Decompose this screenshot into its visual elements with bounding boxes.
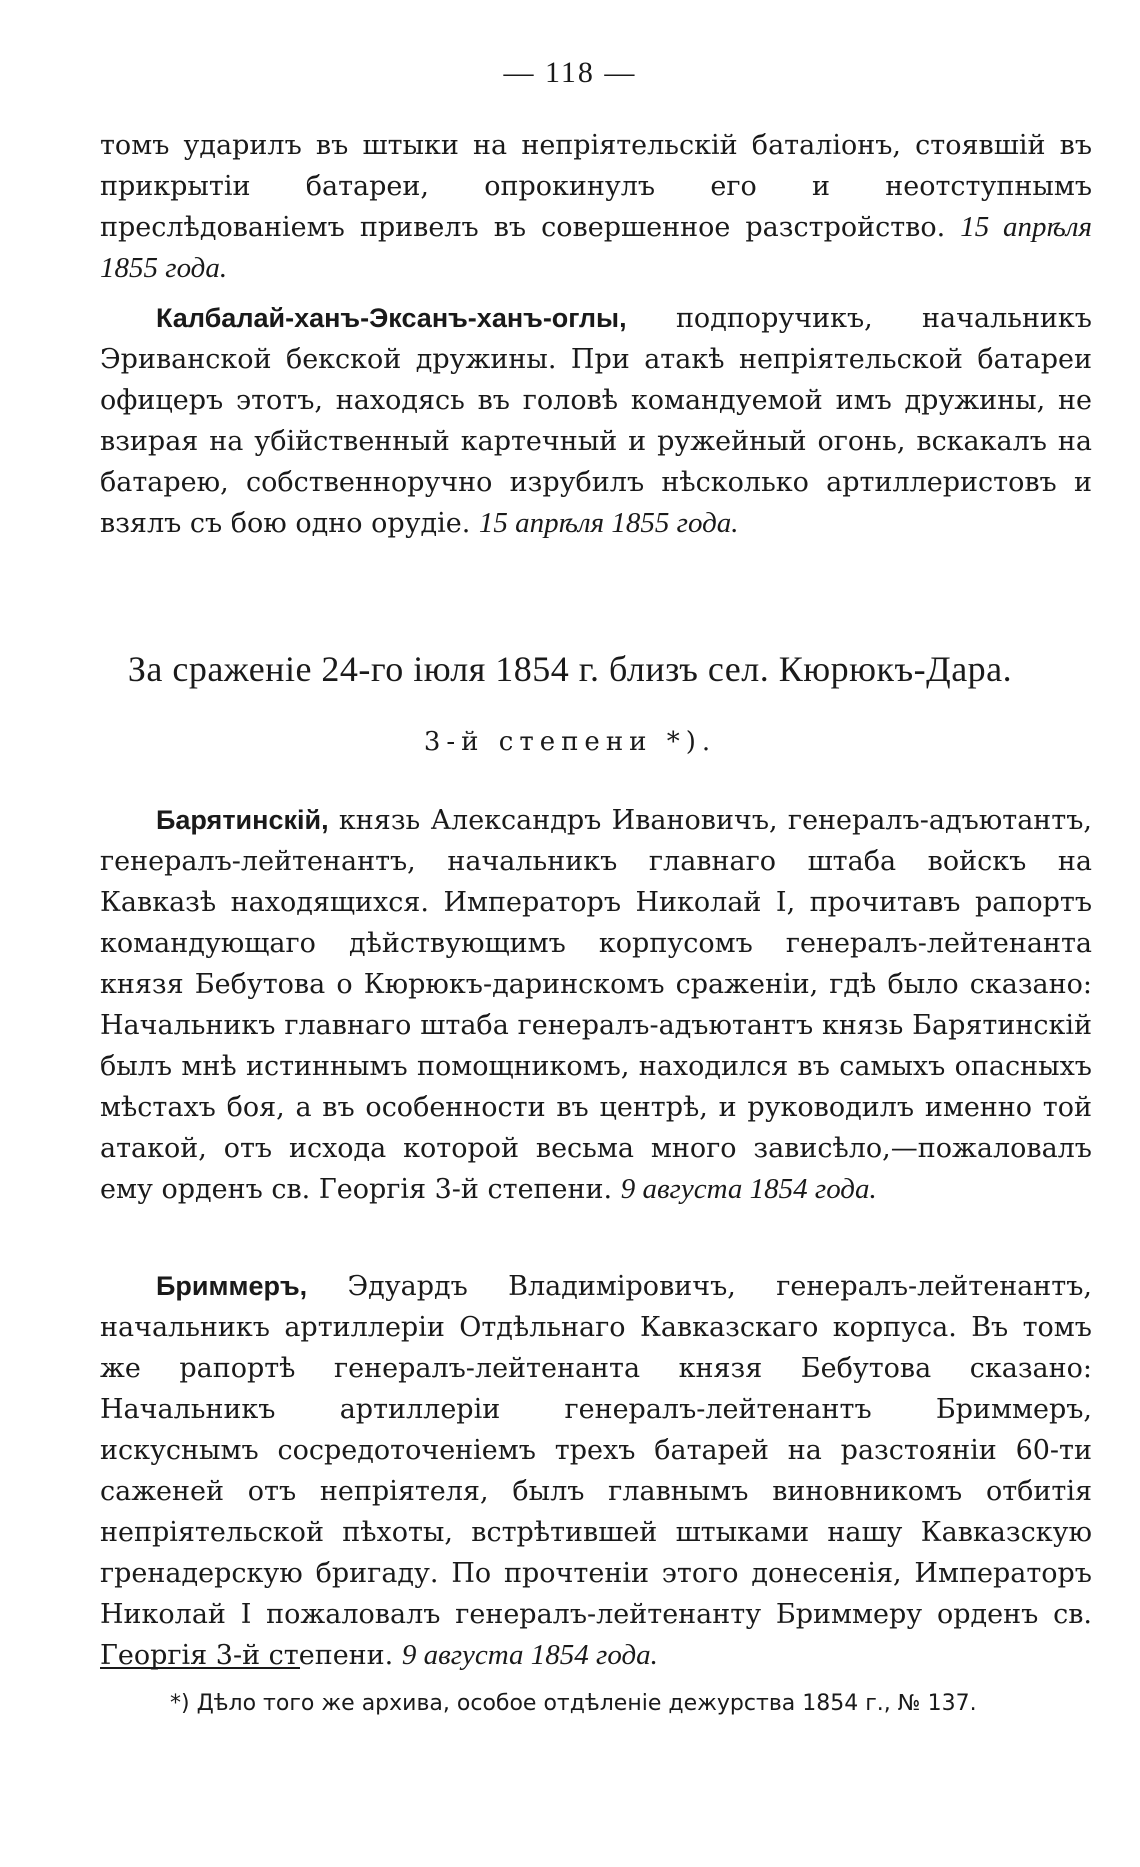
footnote-divider xyxy=(100,1667,300,1669)
paragraph-kalbalai-khan xyxy=(100,298,1092,544)
person-name: Барятинскій, xyxy=(156,805,329,835)
footnote: *) Дѣло того же архива, особое отдѣленіе дежурства 1854 г., № 137. xyxy=(170,1691,977,1716)
award-date: 15 апрѣля 1855 года. xyxy=(100,211,1092,284)
paragraph-continuation xyxy=(100,125,1092,289)
paragraph-text: князь Александръ Ивановичъ, генералъ-адъютантъ, генералъ-лейтенантъ, начальникъ главнаго штаба войскъ на Кавказѣ находящихся. Императоръ Николай I, прочитавъ рапортъ командующаго дѣйствующимъ корпусомъ генералъ-лейтенанта князя Бебутова о Кюрюкъ-даринскомъ сраженіи, гдѣ было сказано: Начальникъ главнаго штаба генералъ-адъютантъ князь Барятинскій былъ мнѣ истиннымъ помощникомъ, находился въ самыхъ опасныхъ мѣстахъ боя, а въ особенности въ центрѣ, и руководилъ именно той атакой, отъ исхода которой весьма много зависѣло,—пожаловалъ ему орденъ св. Георгія 3-й степени. xyxy=(100,805,1092,1205)
award-date: 15 апрѣля 1855 года. xyxy=(478,507,739,539)
person-name: Бриммеръ, xyxy=(156,1271,308,1301)
section-subheading: 3-й степени *). xyxy=(423,727,717,757)
section-heading: За сраженіе 24-го іюля 1854 г. близъ сел. Кюрюкъ-Дара. xyxy=(127,649,1013,689)
award-date: 9 августа 1854 года. xyxy=(620,1173,877,1205)
person-name: Калбалай-ханъ-Эксанъ-ханъ-оглы, xyxy=(156,303,627,333)
paragraph-baryatinsky xyxy=(100,800,1092,1210)
paragraph-text: Эдуардъ Владиміровичъ, генералъ-лейтенантъ, начальникъ артиллеріи Отдѣльнаго Кавказскаго корпуса. Въ томъ же рапортѣ генералъ-лейтенанта князя Бебутова сказано: Начальникъ артиллеріи генералъ-лейтенантъ Бриммеръ, искуснымъ сосредоточеніемъ трехъ батарей на разстояніи 60-ти саженей отъ непріятеля, былъ главнымъ виновникомъ отбитія непріятельской пѣхоты, встрѣтившей штыками нашу Кавказскую гренадерскую бригаду. По прочтеніи этого донесенія, Императоръ Николай I пожаловалъ генералъ-лейтенанту Бриммеру орденъ св. Георгія 3-й степени. xyxy=(100,1271,1092,1671)
paragraph-text: подпоручикъ, начальникъ Эриванской бекской дружины. При атакѣ непріятельской батареи офицеръ этотъ, находясь въ головѣ командуемой имъ дружины, не взирая на убійственный картечный и ружейный огонь, вскакалъ на батарею, собственноручно изрубилъ нѣсколько артиллеристовъ и взялъ съ бою одно орудіе. xyxy=(100,303,1092,539)
award-date: 9 августа 1854 года. xyxy=(401,1639,658,1671)
page-number: — 118 — xyxy=(503,56,637,89)
paragraph-text: томъ ударилъ въ штыки на непріятельскій баталіонъ, стоявшій въ прикрытіи батареи, опрокинулъ его и неотступнымъ преслѣдованіемъ привелъ въ совершенное разстройство. xyxy=(100,130,1092,243)
paragraph-brimmer xyxy=(100,1266,1092,1676)
